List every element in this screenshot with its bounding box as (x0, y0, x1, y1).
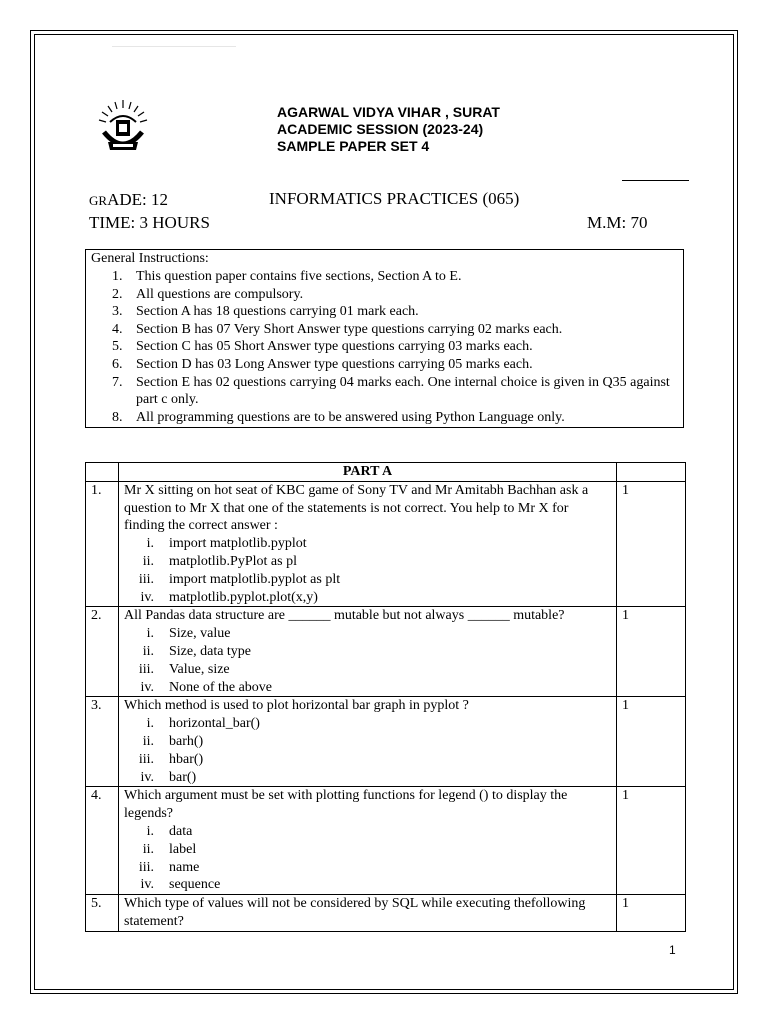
instruction-number: 1. (112, 269, 123, 284)
instruction-item (86, 303, 676, 321)
option-text: Value, size (169, 661, 230, 677)
option-item (124, 769, 611, 787)
option-item (124, 715, 611, 733)
option-numeral: iv. (140, 769, 154, 785)
question-row (86, 787, 686, 895)
option-item (124, 876, 611, 894)
question-number: 2. (86, 607, 119, 697)
instruction-text: All questions are compulsory. (136, 286, 304, 302)
instruction-number: 6. (112, 356, 123, 372)
subject-title: INFORMATICS PRACTICES (065) (269, 189, 520, 208)
question-number: 1. (86, 481, 119, 607)
option-text: import matplotlib.pyplot as plt (169, 571, 341, 587)
question-marks: 1 (617, 787, 686, 895)
part-heading: PART A (119, 463, 617, 482)
option-numeral: i. (146, 716, 154, 732)
school-name: AGARWAL VIDYA VIHAR , SURAT (277, 104, 500, 120)
options-list (124, 823, 611, 894)
question-row (86, 481, 686, 607)
option-item (124, 751, 611, 769)
grade-label (89, 190, 168, 210)
option-text: import matplotlib.pyplot (169, 536, 307, 552)
school-header (277, 104, 500, 155)
instruction-text: All programming questions are to be answered using Python Language only. (136, 409, 565, 425)
instruction-item (86, 268, 676, 286)
option-text: bar() (169, 769, 197, 785)
option-numeral: ii. (142, 643, 154, 659)
option-text: None of the above (169, 679, 273, 695)
question-cell (119, 697, 617, 787)
option-text: matplotlib.pyplot.plot(x,y) (169, 589, 318, 605)
header-blank-cell (86, 463, 119, 482)
faint-top-line (112, 46, 236, 47)
option-numeral: ii. (142, 553, 154, 569)
general-instructions-box (85, 249, 684, 428)
option-text: name (169, 859, 200, 875)
instruction-number: 5. (112, 339, 123, 355)
question-cell (119, 481, 617, 607)
instruction-number: 8. (112, 409, 123, 425)
instruction-text: Section A has 18 questions carrying 01 mark each. (136, 304, 419, 320)
exam-time: TIME: 3 HOURS (89, 213, 210, 232)
option-item (124, 571, 611, 589)
question-cell (119, 895, 617, 932)
option-item (124, 661, 611, 679)
option-numeral: iv. (140, 679, 154, 695)
instruction-text: Section E has 02 questions carrying 04 marks each. One internal choice is given in Q35 against part c only. (136, 374, 670, 408)
question-row (86, 607, 686, 697)
question-text: Which type of values will not be considered by SQL while executing thefollowing statement? (124, 896, 586, 929)
instruction-item (86, 356, 676, 374)
instruction-number: 7. (112, 374, 123, 390)
question-number: 4. (86, 787, 119, 895)
option-item (124, 679, 611, 697)
option-item (124, 553, 611, 571)
header-marks-cell (617, 463, 686, 482)
options-list (124, 715, 611, 786)
option-item (124, 841, 611, 859)
grade-prefix: GR (89, 193, 108, 208)
question-row (86, 895, 686, 932)
option-numeral: ii. (142, 841, 154, 857)
option-numeral: iii. (138, 661, 154, 677)
instruction-text: Section B has 07 Very Short Answer type questions carrying 02 marks each. (136, 321, 563, 337)
instructions-list (86, 268, 676, 426)
instruction-item (86, 338, 676, 356)
option-numeral: iv. (140, 877, 154, 893)
option-text: Size, value (169, 626, 231, 642)
option-numeral: i. (146, 536, 154, 552)
option-text: horizontal_bar() (169, 716, 260, 732)
academic-session: ACADEMIC SESSION (2023-24) (277, 121, 484, 137)
instruction-number: 3. (112, 304, 123, 320)
instruction-text: This question paper contains five sections, Section A to E. (136, 269, 462, 284)
question-marks: 1 (617, 697, 686, 787)
instruction-item (86, 374, 676, 409)
option-item (124, 625, 611, 643)
question-marks: 1 (617, 607, 686, 697)
instruction-number: 2. (112, 286, 123, 302)
instruction-item (86, 321, 676, 339)
school-crest-icon (96, 98, 150, 160)
instructions-title: General Instructions: (91, 251, 209, 266)
instruction-text: Section D has 03 Long Answer type questions carrying 05 marks each. (136, 356, 533, 372)
options-list (124, 535, 611, 606)
option-text: sequence (169, 877, 221, 893)
instruction-item (86, 286, 676, 304)
question-cell (119, 787, 617, 895)
option-text: label (169, 841, 197, 857)
question-marks: 1 (617, 481, 686, 607)
table-header-row (86, 463, 686, 482)
option-numeral: iii. (138, 751, 154, 767)
option-item (124, 643, 611, 661)
question-number: 5. (86, 895, 119, 932)
question-cell (119, 607, 617, 697)
instruction-text: Section C has 05 Short Answer type questions carrying 03 marks each. (136, 339, 533, 355)
max-marks: M.M: 70 (587, 213, 648, 232)
option-text: matplotlib.PyPlot as pl (169, 553, 297, 569)
instruction-number: 4. (112, 321, 123, 337)
question-text: Which method is used to plot horizontal bar graph in pyplot ? (124, 698, 469, 714)
option-text: barh() (169, 733, 204, 749)
question-marks: 1 (617, 895, 686, 932)
signature-line (622, 180, 689, 181)
option-numeral: i. (146, 626, 154, 642)
option-item (124, 823, 611, 841)
option-numeral: iv. (140, 589, 154, 605)
option-numeral: i. (146, 823, 154, 839)
option-text: data (169, 823, 193, 839)
question-row (86, 697, 686, 787)
option-numeral: ii. (142, 733, 154, 749)
question-number: 3. (86, 697, 119, 787)
option-item (124, 589, 611, 607)
option-text: hbar() (169, 751, 204, 767)
options-list (124, 625, 611, 696)
paper-title: SAMPLE PAPER SET 4 (277, 138, 430, 154)
option-numeral: iii. (138, 571, 154, 587)
question-text: Which argument must be set with plotting functions for legend () to display the legends? (124, 788, 568, 822)
questions-body (86, 481, 686, 931)
instruction-item (86, 409, 676, 427)
questions-table (85, 462, 686, 932)
page-number: 1 (669, 943, 676, 957)
question-text: Mr X sitting on hot seat of KBC game of Sony TV and Mr Amitabh Bachhan ask a question to Mr X that one of the statements is not correct. You help to Mr X for finding the correct answer : (124, 482, 589, 534)
option-text: Size, data type (169, 643, 252, 659)
option-item (124, 859, 611, 877)
option-numeral: iii. (138, 859, 154, 875)
option-item (124, 535, 611, 553)
grade-value: ADE: 12 (107, 190, 168, 209)
option-item (124, 733, 611, 751)
question-text: All Pandas data structure are ______ mutable but not always ______ mutable? (124, 608, 565, 624)
